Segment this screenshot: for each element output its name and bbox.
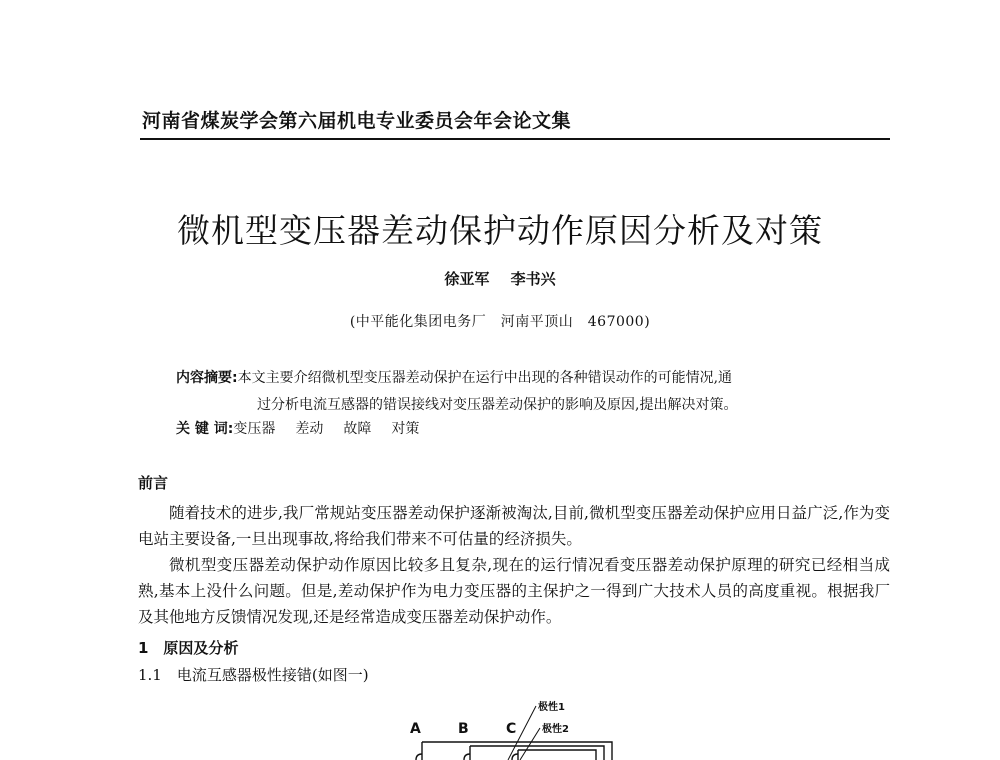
section-heading-preface: 前言 bbox=[138, 474, 169, 492]
polarity-label-2: 极性2 bbox=[542, 724, 569, 735]
header-rule bbox=[140, 138, 890, 140]
keyword: 故障 bbox=[343, 421, 372, 437]
subsection-heading-1-1: 1.1 电流互感器极性接错(如图一) bbox=[138, 666, 369, 684]
ct-coils bbox=[416, 754, 518, 760]
busbar-lines bbox=[422, 742, 612, 760]
paragraph: 随着技术的进步,我厂常规站变压器差动保护逐渐被淘汰,目前,微机型变压器差动保护应用日益广泛,作为变电站主要设备,一旦出现事故,将给我们带来不可估量的经济损失。 bbox=[138, 504, 890, 548]
keyword: 变压器 bbox=[233, 421, 276, 437]
journal-header: 河南省煤炭学会第六届机电专业委员会年会论文集 bbox=[142, 110, 572, 132]
keywords-label: 关 键 词: bbox=[176, 421, 234, 437]
abstract-label: 内容摘要: bbox=[176, 370, 238, 386]
abstract-line-2: 过分析电流互感器的错误接线对变压器差动保护的影响及原因,提出解决对策。 bbox=[257, 397, 738, 413]
polarity-leader-2 bbox=[520, 728, 540, 760]
authors bbox=[0, 268, 1000, 289]
keyword: 差动 bbox=[295, 421, 324, 437]
body-text bbox=[138, 500, 890, 630]
ct-polarity-figure bbox=[380, 690, 660, 760]
paragraph: 微机型变压器差动保护动作原因比较多且复杂,现在的运行情况看变压器差动保护原理的研究已经相当成熟,基本上没什么问题。但是,差动保护作为电力变压器的主保护之一得到广大技术人员的高度重视。根据我厂及其他地方反馈情况发现,还是经常造成变压器差动保护动作。 bbox=[138, 556, 890, 626]
keyword: 对策 bbox=[391, 421, 420, 437]
polarity-label-1: 极性1 bbox=[538, 702, 565, 713]
phase-label-b: B bbox=[458, 721, 469, 737]
abstract bbox=[176, 365, 892, 419]
abstract-text-1: 本文主要介绍微机型变压器差动保护在运行中出现的各种错误动作的可能情况,通 bbox=[237, 370, 733, 386]
affiliation: (中平能化集团电务厂 河南平顶山 467000) bbox=[349, 314, 651, 330]
author-name: 李书兴 bbox=[510, 270, 556, 288]
abstract-line-1 bbox=[176, 365, 892, 392]
paper-title: 微机型变压器差动保护动作原因分析及对策 bbox=[177, 211, 823, 250]
section-heading-1: 1 原因及分析 bbox=[138, 639, 239, 657]
author-name: 徐亚军 bbox=[444, 270, 490, 288]
keywords bbox=[176, 418, 439, 438]
phase-label-c: C bbox=[506, 721, 517, 737]
phase-label-a: A bbox=[410, 721, 421, 737]
